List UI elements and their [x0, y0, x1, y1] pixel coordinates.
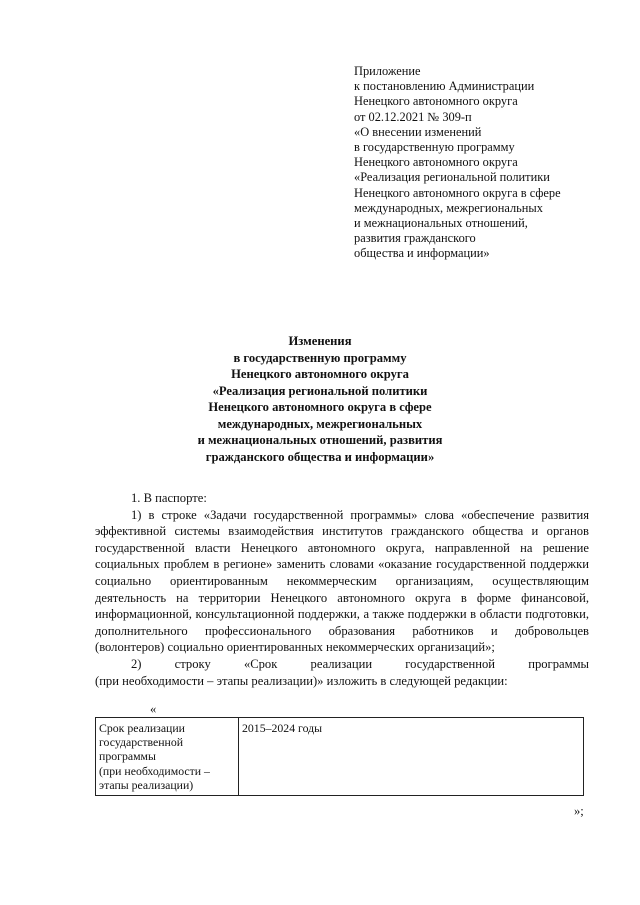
- table-label-cell: [96, 718, 239, 796]
- appendix-line: Ненецкого автономного округа: [354, 94, 518, 109]
- appendix-line: «О внесении изменений: [354, 124, 482, 139]
- document-title: [150, 333, 490, 465]
- amendment-item-2-line-2: (при необходимости – этапы реализации)» изложить в следующей редакции:: [95, 673, 508, 688]
- document-body: [95, 490, 589, 689]
- title-line: в государственную программу: [233, 350, 407, 365]
- title-line: гражданского общества и информации»: [205, 449, 435, 464]
- label-line: (при необходимости –: [99, 763, 210, 778]
- opening-quote: «: [150, 702, 157, 716]
- appendix-line: в государственную программу: [354, 140, 515, 155]
- table-value-cell: 2015–2024 годы: [239, 718, 584, 796]
- appendix-line: к постановлению Администрации: [354, 79, 535, 94]
- title-line: Ненецкого автономного округа в сфере: [208, 400, 432, 414]
- appendix-line: и межнациональных отношений,: [354, 216, 528, 231]
- label-line: программы: [99, 749, 156, 764]
- appendix-line: развития гражданского: [354, 231, 476, 246]
- closing-quote: »;: [574, 804, 584, 818]
- passport-table: [95, 717, 584, 796]
- title-line: международных, межрегиональных: [217, 416, 423, 431]
- appendix-line: общества и информации»: [354, 246, 490, 261]
- section-heading: 1. В паспорте:: [131, 491, 207, 505]
- appendix-line: Ненецкого автономного округа: [354, 155, 518, 170]
- label-line: Срок реализации: [99, 721, 185, 735]
- appendix-line: Ненецкого автономного округа в сфере: [354, 185, 561, 200]
- title-line: Ненецкого автономного округа: [231, 367, 409, 381]
- appendix-line: международных, межрегиональных: [354, 200, 543, 215]
- title-line: «Реализация региональной политики: [212, 383, 428, 398]
- title-line: Изменения: [288, 334, 352, 348]
- label-line: этапы реализации): [99, 777, 194, 792]
- appendix-line: от 02.12.2021 № 309-п: [354, 109, 472, 124]
- title-line: и межнациональных отношений, развития: [197, 433, 443, 447]
- appendix-line: Приложение: [354, 64, 421, 78]
- appendix-header: [354, 64, 561, 262]
- amendment-item-2-line-1: 2) строку «Срок реализации государственной программы: [131, 656, 589, 671]
- appendix-line: «Реализация региональной политики: [354, 170, 550, 185]
- label-line: государственной: [99, 735, 184, 750]
- amendment-item-1: 1) в строке «Задачи государственной программы» слова «обеспечение развития эффективной системы взаимодействия институтов гражданского общества и органов государственной власти Ненецкого автономного округа, направленной на решение социальных проблем в регионе» заменить словами «оказание государственной поддержки социально ориентированным некоммерческим организациям, осуществляющим деятельность на территории Ненецкого автономного округа в форме финансовой, информационной, консультационной поддержки, а также поддержки в области подготовки, дополнительного профессионального образования работников и добровольцев (волонтеров) социально ориентированных некоммерческих организаций»;: [95, 507, 589, 655]
- table-row: [96, 718, 584, 796]
